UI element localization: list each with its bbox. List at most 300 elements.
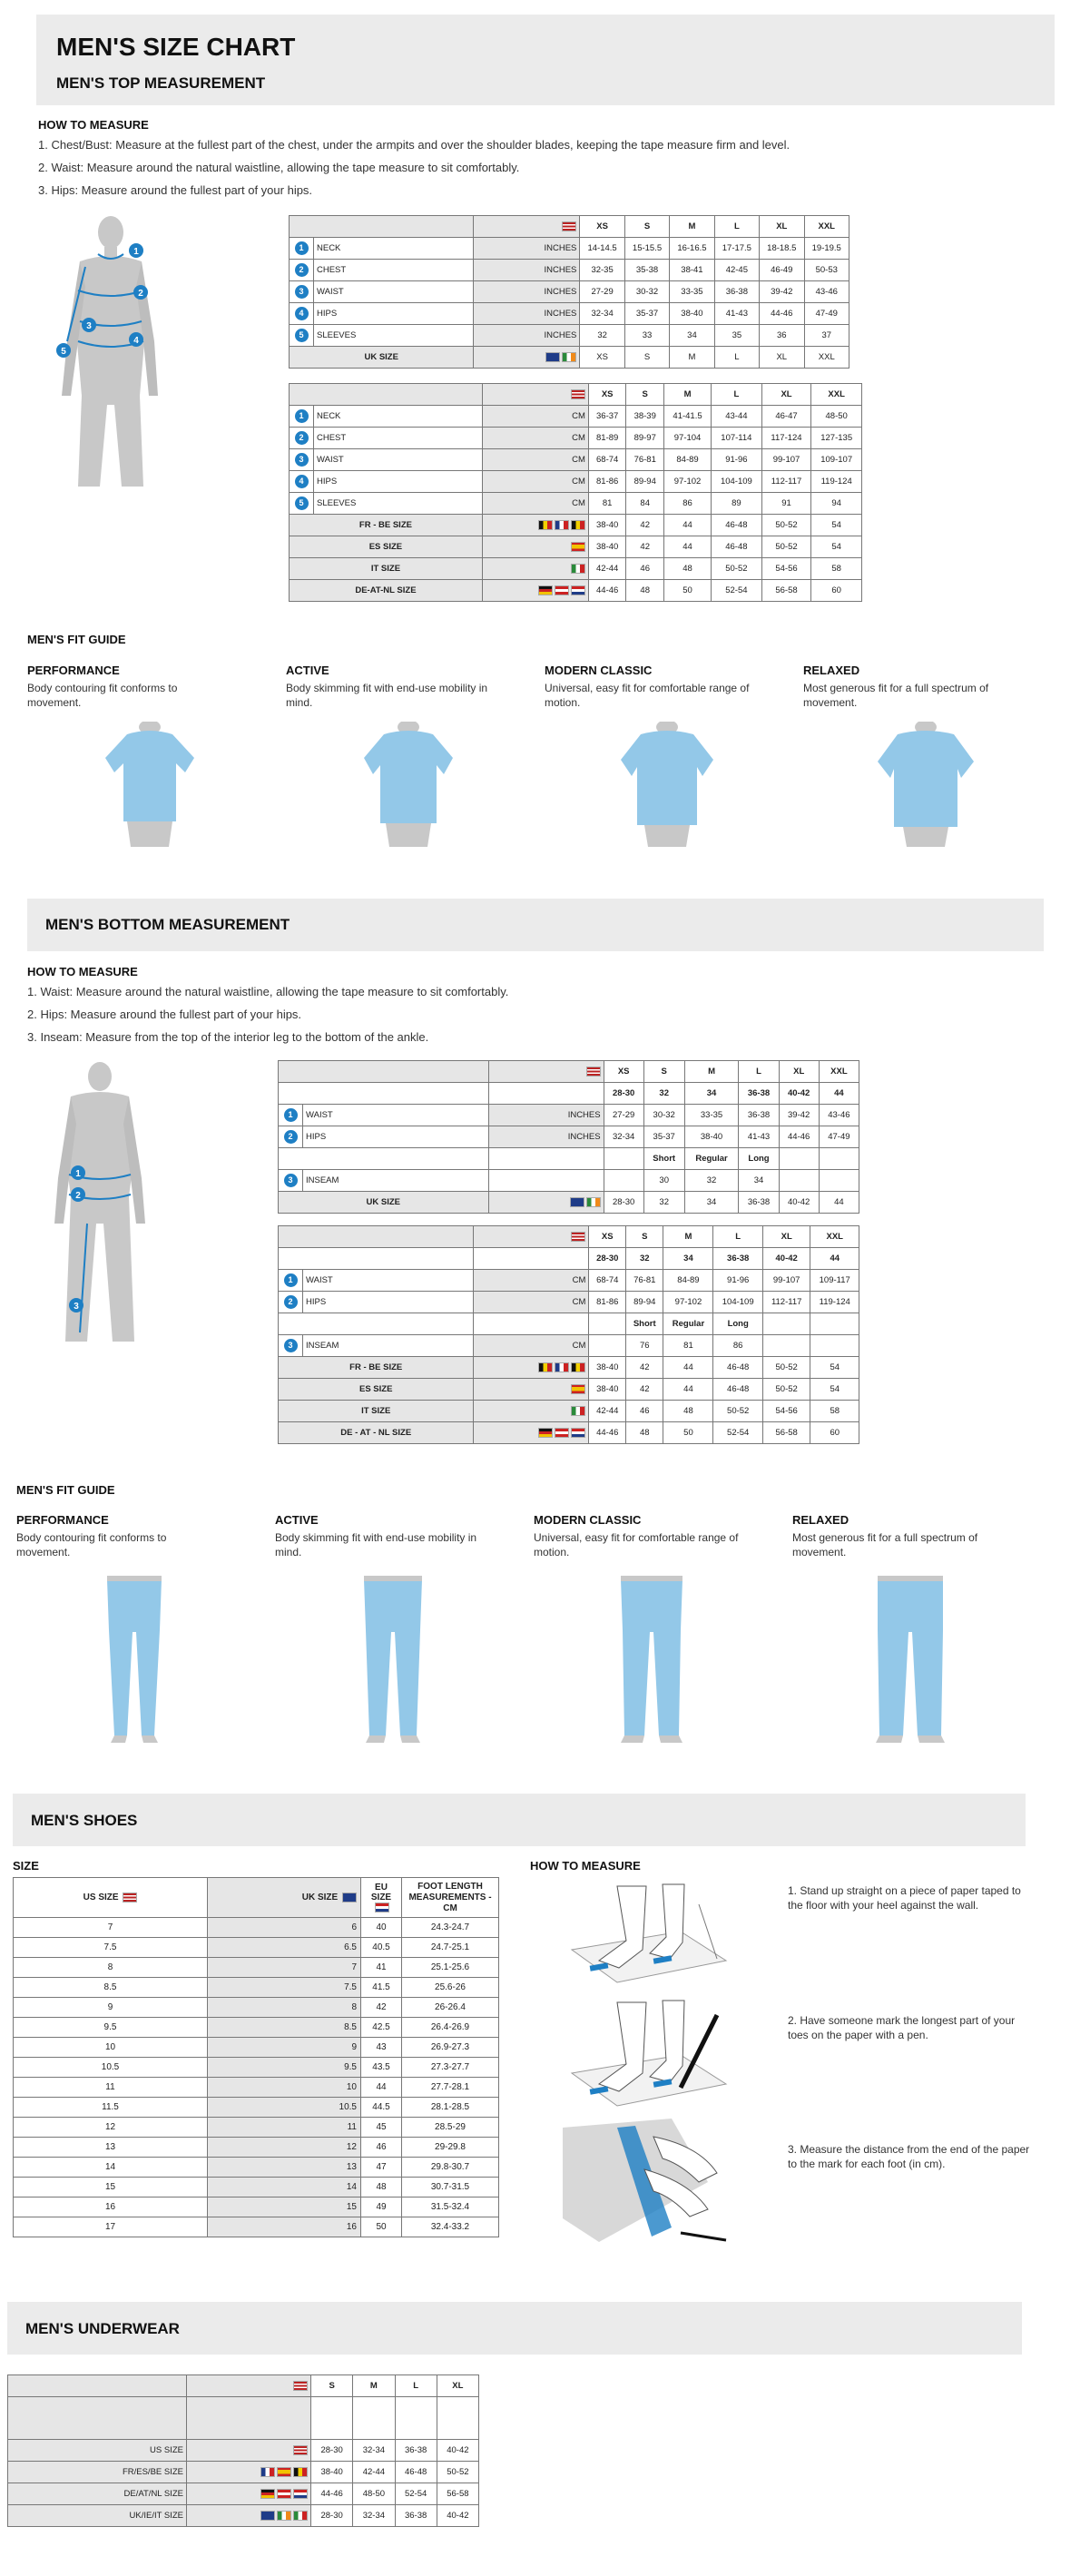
badge-cell: [290, 449, 314, 471]
bottom-inches-table: [278, 1060, 859, 1214]
table-cell: 32-35: [580, 260, 624, 281]
flag-icon: [555, 1428, 569, 1438]
waist-size-header: 34: [684, 1083, 739, 1105]
table-cell: 89-97: [626, 428, 664, 449]
size-header: S: [624, 216, 669, 238]
eu-size-cell: 47: [361, 2158, 402, 2178]
table-cell: 40-42: [779, 1192, 819, 1214]
table-cell: 107-114: [712, 428, 762, 449]
table-cell: 127-135: [811, 428, 862, 449]
foot-length-cell: 25.6-26: [402, 1978, 499, 1998]
table-cell: 81-86: [589, 1292, 626, 1313]
shoes-step-1: 1. Stand up straight on a piece of paper taped to the floor with your heel against the wall.: [788, 1884, 1021, 1912]
uk-size-cell: 15: [208, 2197, 361, 2217]
top-fit-performance: [27, 664, 254, 710]
svg-text:1: 1: [75, 1169, 81, 1179]
table-row: [279, 1270, 859, 1292]
table-row: [290, 428, 862, 449]
pants-performance-figure: [98, 1576, 171, 1744]
waist-size-header: 44: [810, 1248, 859, 1270]
table-cell: 36-38: [739, 1192, 779, 1214]
table-cell: 91-96: [713, 1270, 762, 1292]
fit-name: PERFORMANCE: [16, 1513, 109, 1527]
flag-icon: [538, 520, 553, 530]
table-cell: 38-40: [589, 1379, 626, 1401]
row-label: DE - AT - NL SIZE: [279, 1422, 474, 1444]
table-row: [290, 515, 862, 536]
table-cell: 32-34: [353, 2440, 395, 2462]
row-label: DE-AT-NL SIZE: [290, 580, 483, 602]
uk-size-cell: 8.5: [208, 2018, 361, 2038]
it-flag-icon: [293, 2511, 308, 2521]
pants-relaxed-figure: [874, 1576, 947, 1744]
table-cell: 50: [663, 1422, 713, 1444]
table-cell: 81-86: [588, 471, 626, 493]
badge-cell: [290, 406, 314, 428]
table-cell: 76-81: [626, 1270, 663, 1292]
us-size-cell: 9: [14, 1998, 208, 2018]
uk-size-cell: 10.5: [208, 2098, 361, 2118]
table-row: [279, 1357, 859, 1379]
row-unit: CM: [482, 406, 588, 428]
fit-desc: Most generous fit for a full spectrum of movement.: [803, 682, 989, 709]
fit-name: MODERN CLASSIC: [534, 1513, 642, 1527]
uk-size-cell: 10: [208, 2078, 361, 2098]
number-badge: 5: [295, 329, 309, 342]
table-cell: 44: [819, 1192, 859, 1214]
table-row: [14, 2058, 499, 2078]
table-cell: 42-44: [353, 2462, 395, 2483]
table-cell: S: [624, 347, 669, 369]
shoes-title: MEN'S SHOES: [31, 1812, 138, 1829]
us-size-cell: 7: [14, 1918, 208, 1938]
foot-step-1-illustration: [563, 1877, 735, 1991]
table-row: [14, 1938, 499, 1958]
table-cell: 44-46: [589, 1422, 626, 1444]
shoes-step-2: 2. Have someone mark the longest part of your toes on the paper with a pen.: [788, 2014, 1016, 2041]
badge-cell: [290, 238, 314, 260]
ie-flag-icon: [586, 1197, 601, 1207]
fit-desc: Body skimming fit with end-use mobility in mind.: [286, 682, 488, 709]
table-cell: 35-37: [643, 1126, 684, 1148]
table-cell: 46-48: [712, 536, 762, 558]
uk-size-cell: 8: [208, 1998, 361, 2018]
table-cell: 46: [626, 558, 664, 580]
row-label: HIPS: [303, 1292, 474, 1313]
number-badge: 1: [284, 1273, 298, 1287]
table-row: [14, 2098, 499, 2118]
badge-cell: [290, 471, 314, 493]
flag-icon: [571, 1384, 585, 1394]
uk-flag-icon: [570, 1197, 584, 1207]
waist-size-header: 36-38: [739, 1083, 779, 1105]
table-cell: 84: [626, 493, 664, 515]
table-cell: XS: [580, 347, 624, 369]
row-label: INSEAM: [303, 1170, 489, 1192]
table-cell: 43-46: [804, 281, 849, 303]
number-badge: 3: [295, 285, 309, 299]
table-cell: 86: [713, 1335, 762, 1357]
svg-text:2: 2: [75, 1191, 81, 1201]
table-cell: 36: [760, 325, 804, 347]
row-unit: INCHES: [488, 1105, 604, 1126]
table-cell: 56-58: [761, 580, 811, 602]
table-cell: 30-32: [624, 281, 669, 303]
us-size-cell: 13: [14, 2138, 208, 2158]
size-header: XXL: [810, 1226, 859, 1248]
row-label: SLEEVES: [314, 325, 474, 347]
row-label: CHEST: [314, 260, 474, 281]
row-label: FR - BE SIZE: [290, 515, 483, 536]
eu-size-cell: 41.5: [361, 1978, 402, 1998]
flag-icon: [571, 564, 585, 574]
us-size-cell: 16: [14, 2197, 208, 2217]
at-flag-icon: [277, 2489, 291, 2499]
row-label: WAIST: [314, 281, 474, 303]
us-size-cell: 10: [14, 2038, 208, 2058]
inseam-header: Short: [643, 1148, 684, 1170]
flag-icon: [538, 585, 553, 595]
waist-size-header: 32: [643, 1083, 684, 1105]
flag-icon: [571, 1362, 585, 1372]
eu-size-cell: 42.5: [361, 2018, 402, 2038]
uk-size-label: UK SIZE: [279, 1192, 489, 1214]
table-cell: 34: [739, 1170, 779, 1192]
uk-size-cell: 7: [208, 1958, 361, 1978]
foot-step-3-illustration: [563, 2119, 735, 2242]
waist-size-header: 28-30: [604, 1083, 643, 1105]
eu-size-cell: 41: [361, 1958, 402, 1978]
row-label: UK/IE/IT SIZE: [8, 2505, 187, 2527]
table-cell: 38-39: [626, 406, 664, 428]
table-cell: 81: [588, 493, 626, 515]
table-cell: 119-124: [811, 471, 862, 493]
table-cell: 43-46: [819, 1105, 859, 1126]
table-row: [279, 1401, 859, 1422]
table-cell: 32: [643, 1192, 684, 1214]
table-cell: 48-50: [353, 2483, 395, 2505]
fit-desc: Universal, easy fit for comfortable range of motion.: [545, 682, 750, 709]
es-flag-icon: [277, 2467, 291, 2477]
table-cell: 28-30: [311, 2505, 353, 2527]
waist-size-header: 44: [819, 1083, 859, 1105]
top-step-1: 1. Chest/Bust: Measure at the fullest part of the chest, under the armpits and over the shoulder blades, keeping the tape measure firm and level.: [38, 138, 790, 152]
eu-size-cell: 43.5: [361, 2058, 402, 2078]
table-cell: 38-40: [311, 2462, 353, 2483]
size-header: XS: [580, 216, 624, 238]
page-title: MEN'S SIZE CHART: [56, 33, 296, 61]
table-cell: 32: [580, 325, 624, 347]
table-cell: 48: [626, 1422, 663, 1444]
badge-cell: [290, 325, 314, 347]
flag-icon: [538, 1362, 553, 1372]
uk-size-cell: 9: [208, 2038, 361, 2058]
foot-length-cell: 28.1-28.5: [402, 2098, 499, 2118]
us-size-header: US SIZE: [83, 1893, 119, 1903]
us-flag-icon: [586, 1067, 601, 1077]
table-cell: 68-74: [588, 449, 626, 471]
top-cm-table: [289, 383, 862, 602]
row-label: DE/AT/NL SIZE: [8, 2483, 187, 2505]
uk-size-header: UK SIZE: [301, 1893, 339, 1903]
table-row: [290, 471, 862, 493]
table-cell: 117-124: [761, 428, 811, 449]
size-header: XS: [604, 1061, 643, 1083]
fit-name: RELAXED: [792, 1513, 849, 1527]
foot-length-cell: 25.1-25.6: [402, 1958, 499, 1978]
table-cell: 76-81: [626, 449, 664, 471]
row-unit: CM: [482, 449, 588, 471]
eu-size-cell: 43: [361, 2038, 402, 2058]
table-cell: 54: [811, 515, 862, 536]
table-cell: 32: [684, 1170, 739, 1192]
table-row: [14, 2197, 499, 2217]
us-size-cell: 8.5: [14, 1978, 208, 1998]
badge-cell: [290, 428, 314, 449]
table-cell: 15-15.5: [624, 238, 669, 260]
foot-length-cell: 28.5-29: [402, 2118, 499, 2138]
uk-flag-icon: [545, 352, 560, 362]
table-cell: 91: [761, 493, 811, 515]
table-cell: 36-38: [395, 2505, 437, 2527]
table-cell: 30-32: [643, 1105, 684, 1126]
foot-length-cell: 24.3-24.7: [402, 1918, 499, 1938]
table-cell: 44-46: [760, 303, 804, 325]
svg-text:3: 3: [86, 321, 92, 331]
table-cell: 16-16.5: [670, 238, 714, 260]
bottom-how-title: HOW TO MEASURE: [27, 965, 138, 978]
waist-size-header: 28-30: [589, 1248, 626, 1270]
size-header: L: [739, 1061, 779, 1083]
table-cell: 48: [626, 580, 664, 602]
pants-modern-classic-figure: [615, 1576, 688, 1744]
table-cell: 28-30: [604, 1192, 643, 1214]
table-cell: 52-54: [395, 2483, 437, 2505]
us-flag-icon: [571, 1232, 585, 1242]
table-cell: 54: [811, 536, 862, 558]
table-row: [279, 1379, 859, 1401]
us-size-cell: 12: [14, 2118, 208, 2138]
flag-icon: [571, 542, 585, 552]
eu-size-cell: 48: [361, 2178, 402, 2197]
top-fit-title: MEN'S FIT GUIDE: [27, 633, 126, 646]
shoes-step-3: 3. Measure the distance from the end of the paper to the mark for each foot (in cm).: [788, 2143, 1030, 2170]
table-cell: 30: [643, 1170, 684, 1192]
number-badge: 2: [295, 263, 309, 277]
table-row: [279, 1422, 859, 1444]
table-row: [14, 1978, 499, 1998]
size-header: S: [311, 2375, 353, 2397]
foot-length-cell: 24.7-25.1: [402, 1938, 499, 1958]
eu-size-cell: 40.5: [361, 1938, 402, 1958]
size-header: S: [626, 384, 664, 406]
table-cell: 38-40: [589, 1357, 626, 1379]
table-cell: 18-18.5: [760, 238, 804, 260]
flag-cell: [474, 1401, 589, 1422]
size-header: L: [713, 1226, 762, 1248]
table-cell: 41-43: [714, 303, 759, 325]
table-cell: 33-35: [670, 281, 714, 303]
table-row: [279, 1126, 859, 1148]
table-cell: M: [670, 347, 714, 369]
uk-size-cell: 11: [208, 2118, 361, 2138]
table-cell: 48-50: [811, 406, 862, 428]
row-label: WAIST: [303, 1270, 474, 1292]
foot-length-cell: 26-26.4: [402, 1998, 499, 2018]
table-cell: 41-43: [739, 1126, 779, 1148]
table-cell: 38-41: [670, 260, 714, 281]
table-cell: 32-34: [580, 303, 624, 325]
table-row: [290, 580, 862, 602]
ie-flag-icon: [562, 352, 576, 362]
row-unit: INCHES: [474, 238, 580, 260]
eu-size-cell: 40: [361, 1918, 402, 1938]
badge-cell: [279, 1270, 303, 1292]
table-cell: 42: [626, 515, 664, 536]
flag-icon: [555, 520, 569, 530]
bottom-title: MEN'S BOTTOM MEASUREMENT: [45, 916, 290, 933]
number-badge: 4: [295, 307, 309, 320]
table-cell: 48: [664, 558, 712, 580]
size-header: XL: [779, 1061, 819, 1083]
table-cell: 50-52: [713, 1401, 762, 1422]
table-cell: 28-30: [311, 2440, 353, 2462]
nl-flag-icon: [293, 2489, 308, 2499]
table-cell: 40-42: [437, 2505, 478, 2527]
row-label: NECK: [314, 238, 474, 260]
shirt-modern-classic-figure: [617, 722, 717, 849]
table-row: [279, 1292, 859, 1313]
table-cell: 48: [663, 1401, 713, 1422]
table-row: [290, 238, 849, 260]
inseam-header: Short: [626, 1313, 663, 1335]
uk-size-cell: 12: [208, 2138, 361, 2158]
uk-flag-icon: [342, 1893, 357, 1903]
uk-size-cell: 14: [208, 2178, 361, 2197]
top-fit-modern-classic: [545, 664, 771, 710]
top-fit-active: [286, 664, 513, 710]
fit-name: MODERN CLASSIC: [545, 664, 653, 677]
table-cell: 47-49: [804, 303, 849, 325]
size-header: M: [353, 2375, 395, 2397]
size-header: XL: [760, 216, 804, 238]
table-cell: 54-56: [761, 558, 811, 580]
table-cell: 58: [811, 558, 862, 580]
us-flag-icon: [123, 1893, 137, 1903]
fit-desc: Body contouring fit conforms to movement.: [27, 682, 178, 709]
table-row: [14, 1918, 499, 1938]
table-cell: 38-40: [588, 515, 626, 536]
table-cell: 46-48: [713, 1379, 762, 1401]
flag-cell: [482, 536, 588, 558]
badge-cell: [279, 1292, 303, 1313]
row-unit: CM: [474, 1292, 589, 1313]
uk-size-cell: 6: [208, 1918, 361, 1938]
row-label: CHEST: [314, 428, 483, 449]
table-cell: 68-74: [589, 1270, 626, 1292]
row-label: WAIST: [303, 1105, 489, 1126]
row-label: ES SIZE: [279, 1379, 474, 1401]
table-row: [290, 260, 849, 281]
us-flag-icon: [562, 221, 576, 231]
bottom-step-2: 2. Hips: Measure around the fullest part of your hips.: [27, 1008, 302, 1021]
inseam-header: Long: [739, 1148, 779, 1170]
flag-icon: [555, 585, 569, 595]
badge-cell: [290, 260, 314, 281]
size-header: XXL: [819, 1061, 859, 1083]
eu-size-cell: 46: [361, 2138, 402, 2158]
table-cell: 46-47: [761, 406, 811, 428]
table-cell: 89-94: [626, 471, 664, 493]
top-step-3: 3. Hips: Measure around the fullest part of your hips.: [38, 183, 313, 197]
underwear-table: [7, 2374, 479, 2527]
table-row: [14, 2217, 499, 2237]
size-header: L: [712, 384, 762, 406]
row-label: WAIST: [314, 449, 483, 471]
table-cell: 50-52: [437, 2462, 478, 2483]
table-cell: 46: [626, 1401, 663, 1422]
number-badge: 2: [284, 1295, 298, 1309]
table-cell: 99-107: [762, 1270, 810, 1292]
number-badge: 4: [295, 475, 309, 488]
table-cell: 56-58: [762, 1422, 810, 1444]
table-cell: 84-89: [664, 449, 712, 471]
foot-length-cell: 29-29.8: [402, 2138, 499, 2158]
upper-body-figure: [54, 214, 163, 496]
de-flag-icon: [260, 2489, 275, 2499]
number-badge: 2: [295, 431, 309, 445]
table-cell: 76: [626, 1335, 663, 1357]
row-label: FR/ES/BE SIZE: [8, 2462, 187, 2483]
table-cell: 37: [804, 325, 849, 347]
table-row: [14, 1998, 499, 2018]
row-unit: INCHES: [488, 1126, 604, 1148]
table-cell: 46-48: [712, 515, 762, 536]
size-header: L: [395, 2375, 437, 2397]
table-cell: 43-44: [712, 406, 762, 428]
table-cell: 50-52: [761, 536, 811, 558]
badge-cell: [279, 1105, 303, 1126]
waist-size-header: 40-42: [779, 1083, 819, 1105]
fit-desc: Body contouring fit conforms to movement.: [16, 1531, 167, 1558]
table-cell: XXL: [804, 347, 849, 369]
table-cell: 14-14.5: [580, 238, 624, 260]
flag-icon: [571, 1428, 585, 1438]
foot-length-cell: 27.3-27.7: [402, 2058, 499, 2078]
top-how-title: HOW TO MEASURE: [38, 118, 149, 132]
table-row: [14, 2078, 499, 2098]
inseam-header: Long: [713, 1313, 762, 1335]
us-flag-icon: [571, 389, 585, 399]
table-cell: 50-52: [712, 558, 762, 580]
row-label: SLEEVES: [314, 493, 483, 515]
size-header: S: [643, 1061, 684, 1083]
table-cell: 47-49: [819, 1126, 859, 1148]
uk-size-cell: 16: [208, 2217, 361, 2237]
table-cell: 104-109: [712, 471, 762, 493]
table-cell: 60: [810, 1422, 859, 1444]
table-cell: 42-45: [714, 260, 759, 281]
flag-icon: [571, 585, 585, 595]
table-cell: 97-102: [663, 1292, 713, 1313]
underwear-title: MEN'S UNDERWEAR: [25, 2320, 180, 2337]
badge-cell: [290, 303, 314, 325]
table-cell: 99-107: [761, 449, 811, 471]
table-row: [290, 325, 849, 347]
table-cell: 89-94: [626, 1292, 663, 1313]
flag-cell: [482, 558, 588, 580]
top-inches-table: [289, 215, 849, 369]
